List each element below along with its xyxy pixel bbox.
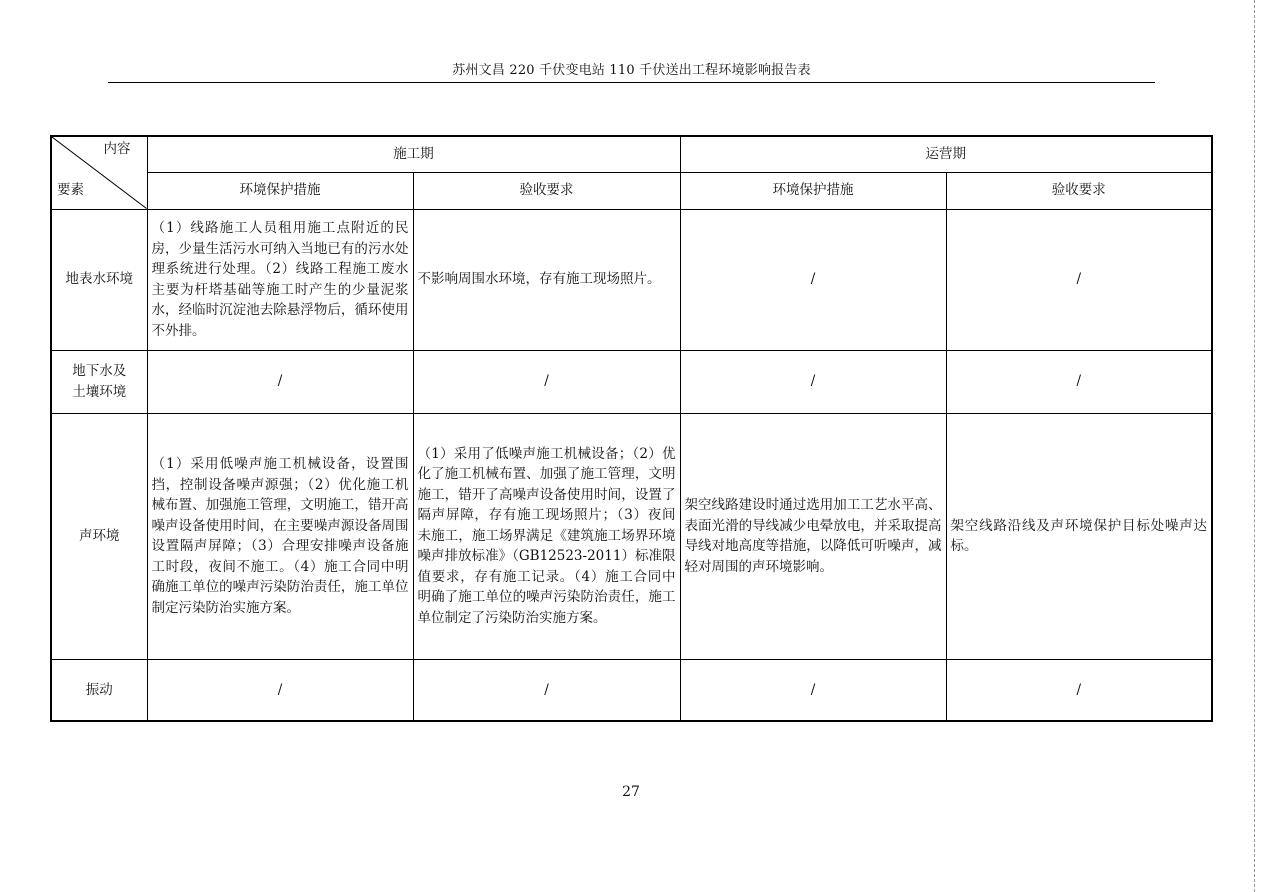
subheader-operation-acceptance: 验收要求 [946,172,1212,209]
row-label-acoustic: 声环境 [51,413,147,659]
table-row-groundwater-soil [51,350,1212,413]
row-label-vibration: 振动 [51,659,147,721]
cell-surface-water-construction-acceptance: 不影响周围水环境，存有施工现场照片。 [413,209,680,350]
cell-groundwater-construction-acceptance: / [413,350,680,413]
table-row-vibration [51,659,1212,721]
corner-label-content: 内容 [103,141,131,157]
cell-groundwater-construction-measures: / [147,350,413,413]
subheader-construction-acceptance: 验收要求 [413,172,680,209]
phase-construction: 施工期 [147,136,680,172]
corner-label-element: 要素 [57,181,84,198]
phase-header-row [51,136,1212,172]
subheader-construction-measures: 环境保护措施 [147,172,413,209]
environmental-measures-table [50,135,1213,722]
cell-acoustic-operation-acceptance: 架空线路沿线及声环境保护目标处噪声达标。 [946,413,1212,659]
cell-surface-water-operation-measures: / [680,209,946,350]
page-number: 27 [622,784,640,800]
cell-surface-water-operation-acceptance: / [946,209,1212,350]
cell-vibration-operation-acceptance: / [946,659,1212,721]
row-label-surface-water: 地表水环境 [51,209,147,350]
table-row-surface-water [51,209,1212,350]
report-header-title: 苏州文昌 220 千伏变电站 110 千伏送出工程环境影响报告表 [452,63,811,78]
subheader-operation-measures: 环境保护措施 [680,172,946,209]
corner-diagonal-cell [51,136,147,209]
header-rule [108,82,1155,83]
subheader-row [51,172,1212,209]
cell-surface-water-construction-measures: （1）线路施工人员租用施工点附近的民房，少量生活污水可纳入当地已有的污水处理系统进行处理。（2）线路工程施工废水主要为杆塔基础等施工时产生的少量泥浆水，经临时沉淀池去除悬浮物后，循环使用不外排。 [147,209,413,350]
cell-acoustic-construction-acceptance: （1）采用了低噪声施工机械设备；（2）优化了施工机械布置、加强了施工管理，文明施工，错开了高噪声设备使用时间，设置了隔声屏障，存有施工现场照片；（3）夜间未施工，施工场界满足《建筑施工场界环境噪声排放标准》（GB12523-2011）标准限值要求，存有施工记录。（4）施工合同中明确了施工单位的噪声污染防治责任，施工单位制定了污染防治实施方案。 [413,413,680,659]
cell-acoustic-operation-measures: 架空线路建设时通过选用加工工艺水平高、表面光滑的导线减少电晕放电，并采取提高导线对地高度等措施，以降低可听噪声，减轻对周围的声环境影响。 [680,413,946,659]
phase-operation: 运营期 [680,136,1212,172]
cell-groundwater-operation-acceptance: / [946,350,1212,413]
cell-groundwater-operation-measures: / [680,350,946,413]
row-label-groundwater-soil: 地下水及土壤环境 [51,350,147,413]
cell-acoustic-construction-measures: （1）采用低噪声施工机械设备，设置围挡，控制设备噪声源强；（2）优化施工机械布置、加强施工管理，文明施工，错开高噪声设备使用时间，在主要噪声源设备周围设置隔声屏障；（3）合理安排噪声设备施工时段，夜间不施工。（4）施工合同中明确施工单位的噪声污染防治责任，施工单位制定污染防治实施方案。 [147,413,413,659]
table-row-acoustic [51,413,1212,659]
cell-vibration-construction-acceptance: / [413,659,680,721]
cell-vibration-construction-measures: / [147,659,413,721]
cell-vibration-operation-measures: / [680,659,946,721]
page-edge-line [1254,0,1255,892]
